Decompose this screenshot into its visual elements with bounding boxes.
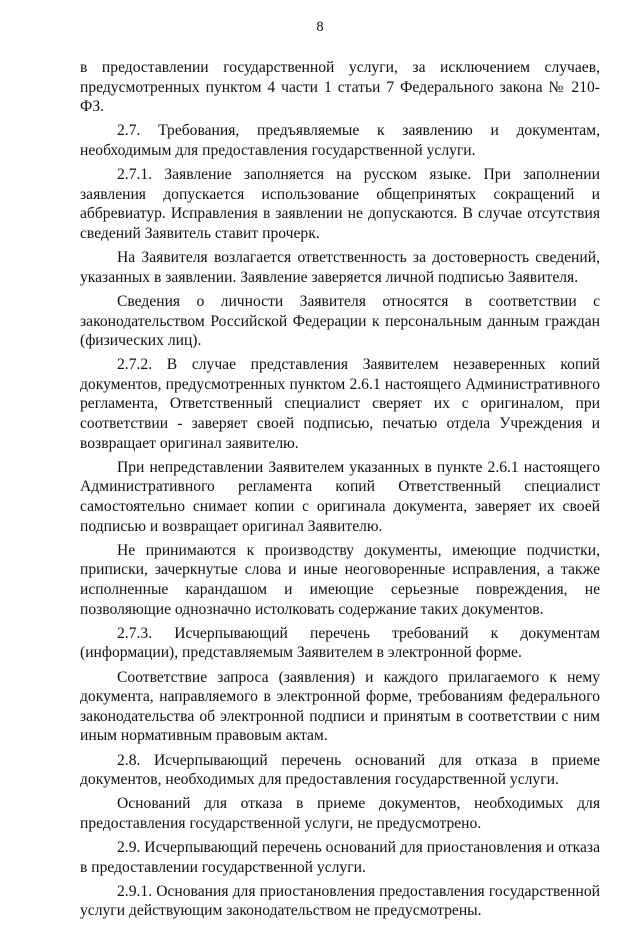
paragraph-2-9-1: 2.9.1. Основания для приостановления предоставления государственной услуги действующим законодательством не предусмотрены. bbox=[80, 882, 600, 920]
document-body bbox=[80, 58, 600, 926]
paragraph-2-7-2: 2.7.2. В случае представления Заявителем незаверенных копий документов, предусмотренных пунктом 2.6.1 настоящего Административного регламента, Ответственный специалист сверяет их с оригиналом, при соответствии - заверяет своей подписью, печатью отдела Учреждения и возвращает оригинал заявителю. bbox=[80, 356, 600, 452]
paragraph-2-7-1: 2.7.1. Заявление заполняется на русском языке. При заполнении заявления допускается использование общепринятых сокращений и аббревиатур. Исправления в заявлении не допускаются. В случае отсутствия сведений Заявитель ставит прочерк. bbox=[80, 166, 600, 242]
paragraph-copies: При непредставлении Заявителем указанных в пункте 2.6.1 настоящего Административного регламента копий Ответственный специалист самостоятельно снимает копии с оригинала документа, заверяет их своей подписью и возвращает оригинал Заявителю. bbox=[80, 458, 600, 535]
paragraph-no-refusal-grounds: Оснований для отказа в приеме документов, необходимых для предоставления государственной услуги, не предусмотрено. bbox=[80, 795, 600, 832]
page-number: 8 bbox=[316, 19, 324, 35]
paragraph-2-7: 2.7. Требования, предъявляемые к заявлению и документам, необходимым для предоставления государственной услуги. bbox=[80, 122, 600, 159]
paragraph-personal-data: Сведения о личности Заявителя относятся в соответствии с законодательством Российской Федерации к персональным данным граждан (физических лиц). bbox=[80, 292, 600, 350]
paragraph-compliance: Соответствие запроса (заявления) и каждого прилагаемого к нему документа, направляемого в электронной форме, требованиям федерального законодательства об электронной подписи и принятым в соответствии с ним иным нормативным правовым актам. bbox=[80, 668, 600, 745]
paragraph-responsibility: На Заявителя возлагается ответственность за достоверность сведений, указанных в заявлении. Заявление заверяется личной подписью Заявителя. bbox=[80, 249, 600, 286]
paragraph-2-7-3: 2.7.3. Исчерпывающий перечень требований к документам (информации), представляемым Заявителем в электронной форме. bbox=[80, 624, 600, 662]
paragraph-2-8: 2.8. Исчерпывающий перечень оснований для отказа в приеме документов, необходимых для предоставления государственной услуги. bbox=[80, 751, 600, 789]
paragraph-2-9: 2.9. Исчерпывающий перечень оснований для приостановления и отказа в предоставлении государственной услуги. bbox=[80, 839, 600, 876]
paragraph-not-accepted: Не принимаются к производству документы, имеющие подчистки, приписки, зачеркнутые слова и иные неоговоренные исправления, а также исполненные карандашом и имеющие серьезные повреждения, не позволяющие однозначно истолковать содержание таких документов. bbox=[80, 541, 600, 618]
paragraph-continuation: в предоставлении государственной услуги, за исключением случаев, предусмотренных пунктом 4 части 1 статьи 7 Федерального закона № 210-ФЗ. bbox=[80, 59, 600, 116]
